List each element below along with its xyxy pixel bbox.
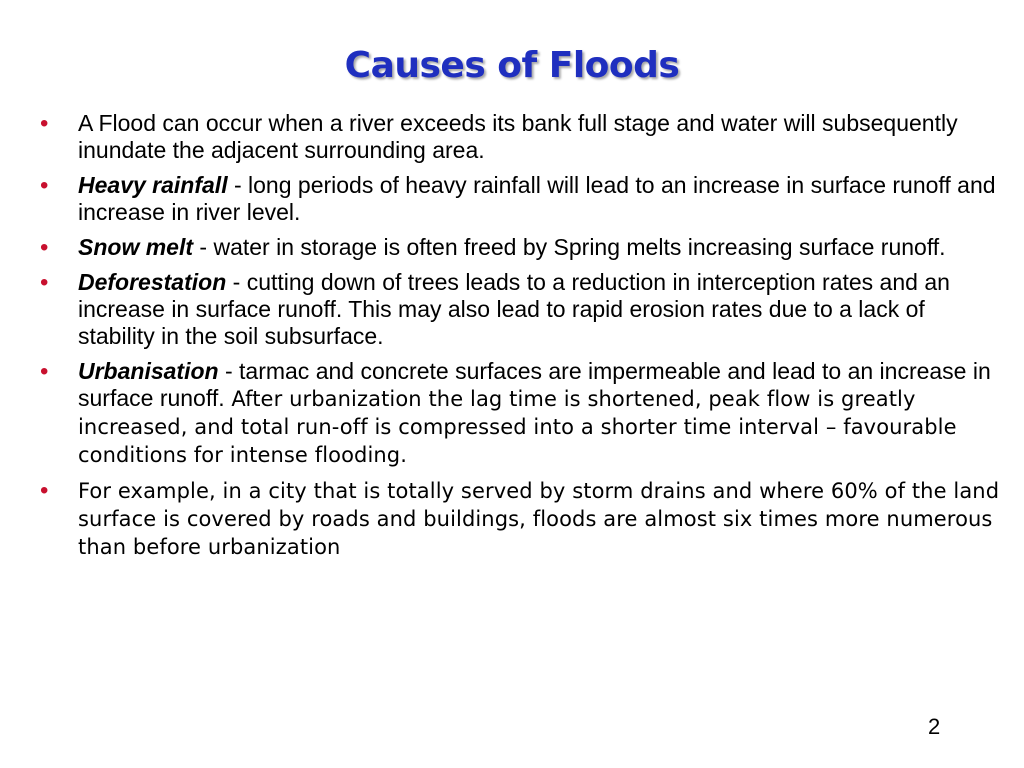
bullet-icon: • [40, 172, 49, 199]
bullet-term: Urbanisation [78, 358, 219, 384]
bullet-item-urbanisation [40, 358, 1000, 469]
bullet-term: Deforestation [78, 269, 227, 295]
bullet-list [40, 110, 1000, 569]
bullet-item-example [40, 477, 1000, 561]
bullet-icon: • [40, 477, 49, 504]
bullet-text: - water in storage is often freed by Spring melts increasing surface runoff. [193, 234, 946, 260]
bullet-term: Snow melt [78, 234, 194, 260]
bullet-icon: • [40, 234, 49, 261]
bullet-term: Heavy rainfall [78, 172, 228, 198]
bullet-text: - cutting down of trees leads to a reduction in interception rates and an increase in surface runoff. This may also lead to rapid erosion rates due to a lack of stability in the soil subsurface. [78, 269, 950, 349]
bullet-extra-text: For example, in a city that is totally served by storm drains and where 60% of the land surface is covered by roads and buildings, floods are almost six times more numerous than before urbanization [78, 479, 1000, 559]
bullet-item-deforestation [40, 269, 1000, 350]
bullet-text: - long periods of heavy rainfall will lead to an increase in surface runoff and increase in river level. [78, 172, 996, 225]
bullet-extra-text: After urbanization the lag time is shortened, peak flow is greatly increased, and total run-off is compressed into a shorter time interval – favourable conditions for intense flooding. [78, 387, 957, 467]
bullet-text: - tarmac and concrete surfaces are impermeable and lead to an increase in surface runoff. [78, 358, 991, 411]
bullet-item-definition [40, 110, 1000, 164]
bullet-text: A Flood can occur when a river exceeds its bank full stage and water will subsequently inundate the adjacent surrounding area. [78, 110, 958, 163]
bullet-item-heavy-rainfall [40, 172, 1000, 226]
bullet-icon: • [40, 358, 49, 385]
bullet-item-snow-melt [40, 234, 1000, 261]
slide-title: Causes of Floods [344, 45, 680, 86]
bullet-icon: • [40, 110, 49, 137]
bullet-icon: • [40, 269, 49, 296]
page-number: 2 [928, 714, 941, 739]
